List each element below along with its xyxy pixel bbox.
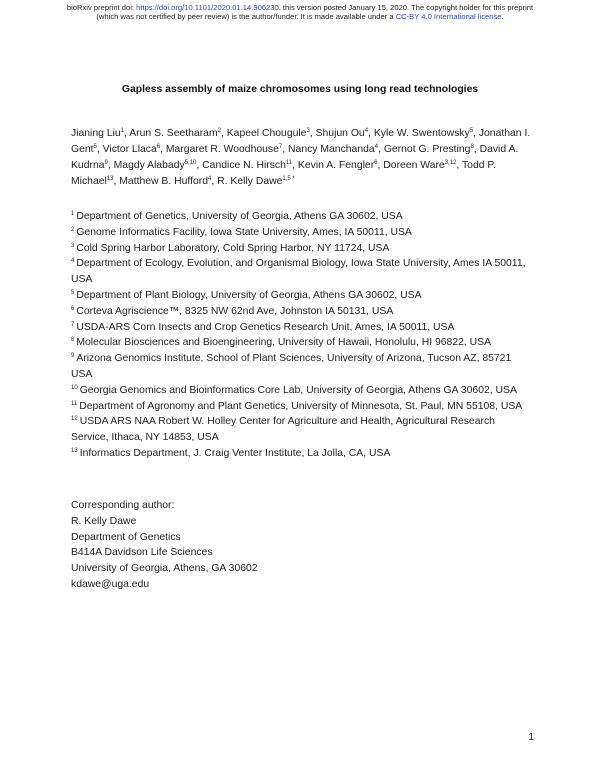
author-separator: ,	[96, 143, 103, 155]
affiliation-number: 10	[71, 384, 78, 391]
affiliation-text: Arizona Genomics Institute, School of Plant Sciences, University of Arizona, Tucson AZ, 85721 USA	[71, 353, 512, 380]
affiliation-number: 8	[71, 337, 75, 344]
author-entry	[298, 160, 383, 171]
affiliation-item	[71, 399, 533, 415]
corresponding-name: R. Kelly Dawe	[71, 515, 137, 527]
author-name: Arun S. Seetharam	[129, 128, 218, 139]
author-list	[71, 126, 533, 190]
affiliation-number: 12	[71, 416, 78, 423]
author-name: Gernot G. Presting	[383, 143, 471, 155]
author-affiliation-marker: 7	[278, 143, 283, 150]
author-name: Doreen Ware	[383, 159, 445, 171]
author-separator: ,	[160, 143, 166, 155]
affiliation-text: USDA ARS NAA Robert W. Holley Center for Agriculture and Health, Agricultural Research Service, Ithaca, NY 14853, USA	[71, 416, 495, 444]
affiliation-number: 13	[71, 447, 78, 454]
author-entry	[103, 144, 166, 155]
author-affiliation-marker: 6	[374, 159, 378, 166]
author-affiliation-marker: 6	[156, 143, 161, 150]
doi-link[interactable]: https://doi.org/10.1101/2020.01.14.906230	[136, 3, 279, 12]
author-entry	[227, 128, 316, 139]
author-separator: ,	[309, 128, 316, 139]
affiliation-number: 4	[71, 258, 75, 265]
author-entry	[114, 160, 203, 171]
corresponding-heading: Corresponding author:	[71, 500, 175, 511]
affiliation-text: Corteva Agriscience™, 8325 NW 62nd Ave, Johnston IA 50131, USA	[76, 305, 394, 317]
banner-line-1	[40, 3, 560, 12]
author-entry	[71, 128, 129, 139]
affiliation-item	[71, 414, 533, 446]
author-affiliation-marker: 4	[208, 175, 212, 182]
author-entry	[383, 160, 462, 171]
author-name: Kevin A. Fengler	[297, 159, 375, 171]
affiliation-item	[71, 351, 533, 383]
author-name: Victor Llaca	[102, 143, 157, 155]
author-name: R. Kelly Dawe	[217, 175, 283, 187]
author-entry	[129, 128, 227, 139]
author-name: Shujun Ou	[315, 128, 365, 139]
affiliation-number: 2	[71, 226, 75, 233]
author-affiliation-marker: 4	[374, 143, 379, 150]
affiliation-item	[71, 335, 533, 351]
author-affiliation-marker: 3,12	[444, 159, 457, 166]
affiliation-text: Cold Spring Harbor Laboratory, Cold Spring Harbor, NY 11724, USA	[76, 242, 390, 254]
author-separator: ,	[473, 143, 480, 155]
author-affiliation-marker: 11	[285, 159, 293, 166]
affiliation-text: Department of Agronomy and Plant Genetics, University of Minnesota, St. Paul, MN 55108, USA	[79, 400, 523, 412]
banner-suffix-2: .	[501, 12, 504, 22]
author-name: Todd P. Michael	[71, 159, 496, 187]
author-affiliation-marker: 9	[104, 159, 108, 166]
author-entry	[288, 144, 384, 155]
banner-prefix: bioRxiv preprint doi:	[66, 3, 137, 12]
author-name: Kapeel Chougule	[226, 128, 307, 139]
affiliation-item	[71, 304, 533, 320]
affiliation-text: Molecular Biosciences and Bioengineering, University of Hawaii, Honolulu, HI 96822, USA	[76, 337, 492, 349]
author-affiliation-marker: 1,5 *	[282, 175, 295, 182]
author-separator: ,	[473, 128, 479, 139]
author-affiliation-marker: 5,10	[184, 159, 197, 166]
affiliation-text: Department of Plant Biology, University of Georgia, Athens GA 30602, USA	[76, 289, 422, 301]
author-separator: ,	[282, 143, 289, 155]
author-affiliation-marker: 4	[364, 128, 369, 134]
affiliation-text: Department of Genetics, University of Georgia, Athens GA 30602, USA	[76, 211, 403, 222]
corresponding-department: Department of Genetics	[71, 531, 181, 543]
affiliation-number: 9	[71, 353, 75, 360]
author-affiliation-marker: 8	[470, 143, 474, 150]
affiliation-item	[71, 383, 533, 399]
affiliation-number: 1	[71, 211, 75, 217]
author-name: Candice N. Hirsch	[202, 159, 286, 171]
author-name: Magdy Alabady	[113, 159, 185, 171]
banner-prefix-2: (which was not certified by peer review) is the author/funder. It is made available under a	[96, 12, 396, 22]
affiliation-item	[71, 446, 533, 462]
author-name: David A. Kudrna	[71, 143, 519, 171]
author-separator: ,	[124, 128, 130, 139]
author-entry	[166, 144, 288, 155]
affiliation-list	[71, 209, 533, 462]
corresponding-author-block	[71, 498, 371, 593]
affiliation-item	[71, 241, 533, 257]
affiliation-item	[71, 288, 533, 304]
author-separator: ,	[220, 128, 227, 139]
author-name: Margaret R. Woodhouse	[165, 143, 279, 155]
author-entry	[384, 144, 480, 155]
author-separator: ,	[368, 128, 374, 139]
author-entry	[119, 176, 217, 187]
author-separator: ,	[292, 159, 298, 171]
author-affiliation-marker: 5	[93, 143, 97, 150]
banner-suffix: . this version posted January 15, 2020. The copyright holder for this preprint	[278, 3, 534, 12]
affiliation-number: 6	[71, 305, 75, 312]
affiliation-text: Department of Ecology, Evolution, and Organismal Biology, Iowa State University, Ames IA 50011, USA	[71, 258, 526, 286]
affiliation-text: USDA-ARS Corn Insects and Crop Genetics Research Unit, Ames, IA 50011, USA	[76, 321, 455, 333]
author-name: Jonathan I. Gent	[71, 128, 531, 155]
affiliation-text: Informatics Department, J. Craig Venter Institute, La Jolla, CA, USA	[79, 447, 391, 459]
corresponding-email[interactable]: kdawe@uga.edu	[71, 578, 150, 590]
affiliation-item	[71, 320, 533, 336]
author-separator: ,	[107, 159, 114, 171]
corresponding-building: B414A Davidson Life Sciences	[71, 547, 213, 559]
author-name: Jianing Liu	[71, 128, 121, 139]
affiliation-number: 5	[71, 289, 75, 296]
affiliation-text: Georgia Genomics and Bioinformatics Core Lab, University of Georgia, Athens GA 30602, USA	[79, 384, 517, 396]
affiliation-number: 3	[71, 242, 75, 249]
author-separator: ,	[378, 143, 384, 155]
author-affiliation-marker: 2	[217, 128, 221, 134]
corresponding-university: University of Georgia, Athens, GA 30602	[71, 563, 258, 575]
author-separator: ,	[113, 175, 120, 187]
page-number: 1	[528, 732, 534, 743]
preprint-banner	[40, 3, 560, 22]
banner-line-2	[40, 12, 560, 21]
author-affiliation-marker: 1	[120, 128, 125, 134]
author-separator: ,	[456, 159, 462, 171]
author-entry	[202, 160, 298, 171]
author-entry	[217, 176, 295, 187]
affiliation-item	[71, 209, 533, 225]
author-name: Kyle W. Swentowsky	[373, 128, 470, 139]
author-affiliation-marker: 3	[306, 128, 310, 134]
license-link[interactable]: CC-BY 4.0 International license	[395, 12, 502, 22]
author-entry	[316, 128, 374, 139]
affiliation-item	[71, 256, 533, 288]
author-name: Matthew B. Hufford	[119, 175, 209, 187]
affiliation-text: Genome Informatics Facility, Iowa State University, Ames, IA 50011, USA	[76, 226, 412, 238]
author-affiliation-marker: 5	[469, 128, 474, 134]
author-separator: ,	[377, 159, 384, 171]
author-separator: ,	[196, 159, 203, 171]
paper-title: Gapless assembly of maize chromosomes using long read technologies	[121, 84, 479, 95]
author-name: Nancy Manchanda	[288, 143, 375, 155]
author-entry	[374, 128, 479, 139]
author-affiliation-marker: 13	[106, 175, 114, 182]
author-separator: ,	[211, 175, 218, 187]
affiliation-item	[71, 225, 533, 241]
affiliation-number: 7	[71, 321, 75, 328]
affiliation-number: 11	[71, 400, 78, 407]
